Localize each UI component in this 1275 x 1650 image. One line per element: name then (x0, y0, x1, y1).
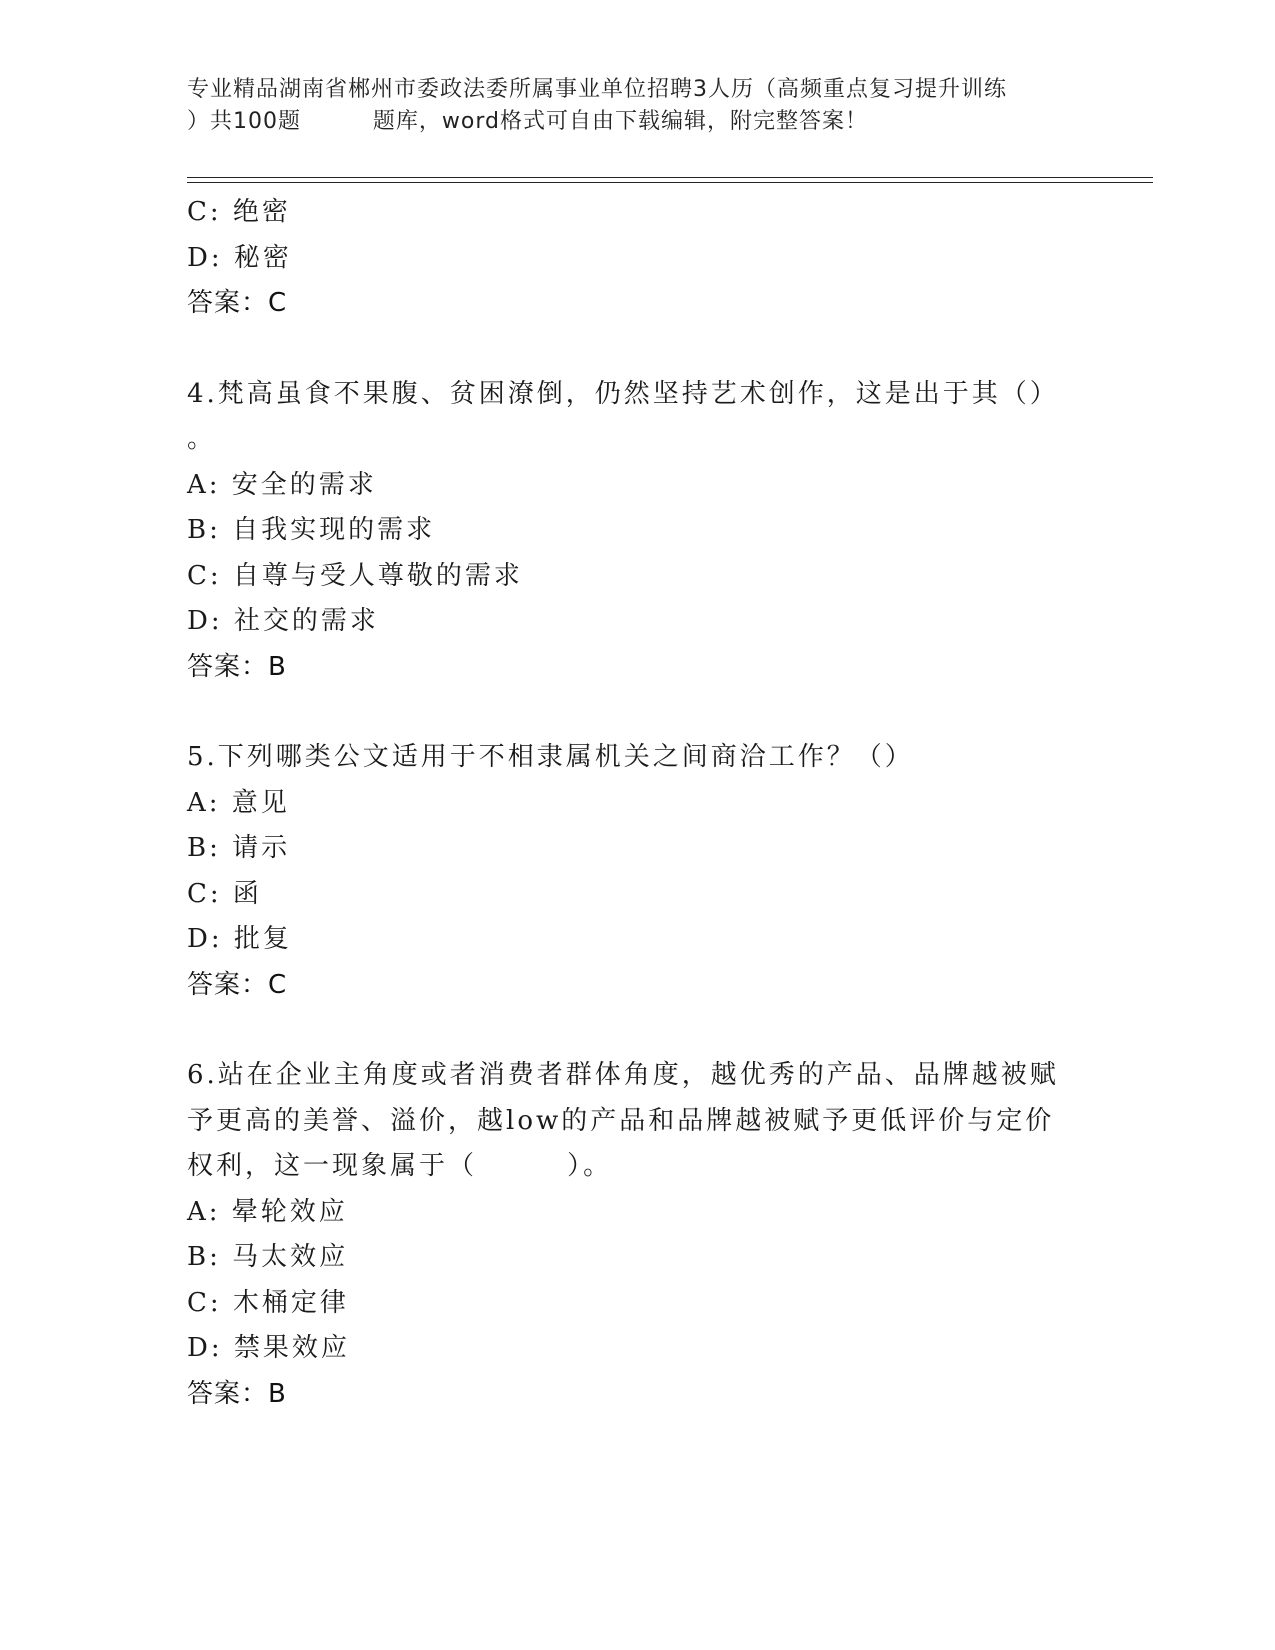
option-b: B: 马太效应 (187, 1242, 349, 1272)
question-list (187, 190, 1107, 1417)
question-5 (187, 735, 1107, 1008)
option-b: B: 请示 (187, 833, 291, 863)
document-header (187, 74, 1087, 138)
header-line-1: 专业精品湖南省郴州市委政法委所属事业单位招聘3人历（高频重点复习提升训练 (187, 77, 1007, 102)
option-c: C: 木桶定律 (187, 1287, 349, 1318)
question-3-tail (187, 190, 1107, 327)
question-4 (187, 372, 1107, 691)
option-a: A: 意见 (187, 787, 290, 818)
question-6 (187, 1053, 1107, 1417)
header-divider-top (187, 177, 1153, 178)
option-d: D: 秘密 (187, 242, 292, 273)
answer-line: 答案：B (187, 1378, 287, 1409)
question-stem: 4.梵高虽食不果腹、贫困潦倒，仍然坚持艺术创作，这是出于其（） (187, 378, 1059, 409)
spacer (187, 690, 1107, 735)
question-stem-cont: 予更高的美誉、溢价，越low的产品和品牌越被赋予更低评价与定价 (187, 1105, 1055, 1136)
answer-line: 答案：C (187, 288, 288, 318)
answer-line: 答案：B (187, 651, 287, 682)
header-line-2: ）共100题 题库，word格式可自由下载编辑，附完整答案！ (187, 109, 869, 134)
question-stem: 6.站在企业主角度或者消费者群体角度，越优秀的产品、品牌越被赋 (187, 1060, 1059, 1090)
option-d: D: 批复 (187, 924, 292, 954)
option-d: D: 社交的需求 (187, 606, 379, 636)
option-c: C: 绝密 (187, 197, 291, 227)
option-c: C: 自尊与受人尊敬的需求 (187, 560, 523, 591)
question-stem-cont: 。 (187, 424, 217, 454)
spacer (187, 1008, 1107, 1053)
option-b: B: 自我实现的需求 (187, 515, 436, 545)
spacer (187, 327, 1107, 372)
option-a: A: 晕轮效应 (187, 1196, 348, 1227)
option-c: C: 函 (187, 878, 262, 909)
question-stem: 5.下列哪类公文适用于不相隶属机关之间商洽工作？（） (187, 742, 914, 772)
option-d: D: 禁果效应 (187, 1333, 350, 1363)
question-stem-cont: 权利，这一现象属于（ ）。 (187, 1151, 613, 1181)
answer-line: 答案：C (187, 969, 288, 1000)
header-divider-bottom (187, 182, 1153, 183)
option-a: A: 安全的需求 (187, 469, 377, 500)
